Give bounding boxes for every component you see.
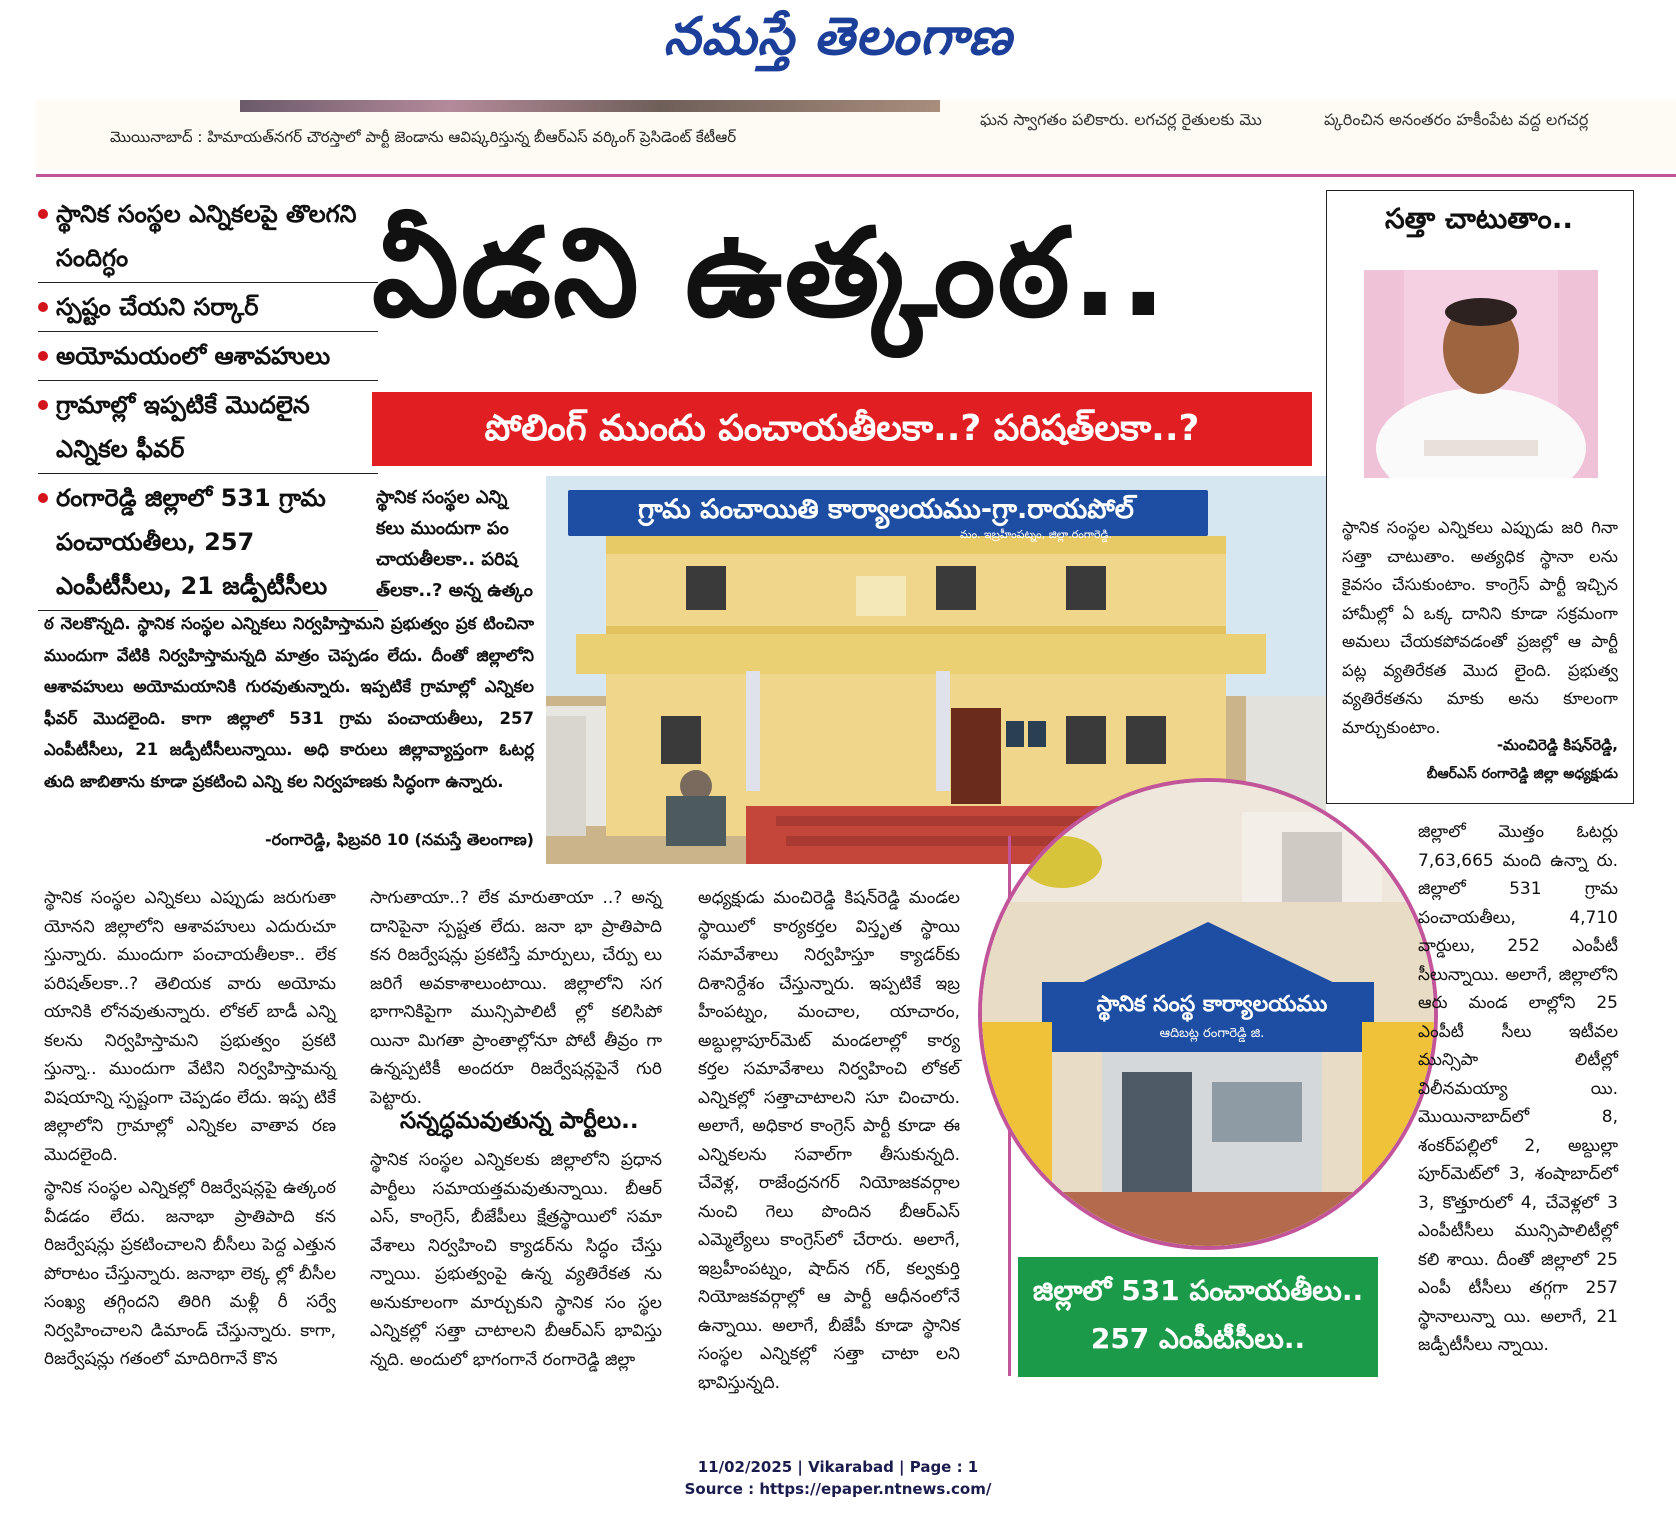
- circle-sign-subtext: ఆదిబట్ల రంగారెడ్డి జి.: [1159, 1026, 1265, 1041]
- bullet-dot-icon: [38, 302, 48, 312]
- top-strip-text-2: ప్కరించిన అనంతరం హకీంపేట వద్ద లగచర్ల: [1324, 110, 1589, 129]
- highlights-list: [38, 192, 378, 613]
- intro-main-text: ఠ నెలకొన్నది. స్థానిక సంస్థల ఎన్నికలు నిర్వహిస్తామని ప్రభుత్వం ప్రక టించినా ముందుగా వేటికి నిర్వహిస్తామన్నది మాత్రం చెప్పడం లేదు. దీంతో జిల్లాలోని ఆశావహులు అయోమయానికి గురవుతున్నారు. ఇప్పటికే గ్రామాల్లో ఎన్నికల ఫీవర్ మొదలైంది. కాగా జిల్లాలో 531 గ్రామ పంచాయతీలు, 257 ఎంపీటీసీలు, 21 జడ్పీటీసీలున్నాయి. అధి కారులు జిల్లావ్యాప్తంగా ఓటర్ల తుది జాబితాను కూడా ప్రకటించి ఎన్ని కల నిర్వహణకు సిద్ధంగా ఉన్నారు.: [44, 614, 534, 791]
- section-divider: [36, 174, 1676, 177]
- office-sign-text: గ్రామ పంచాయితి కార్యాలయము-గ్రా.రాయపోల్: [638, 494, 1134, 525]
- article-column-2-para-2: స్థానిక సంస్థల ఎన్నికలకు జిల్లాలోని ప్రధాన పార్టీలు సమాయత్తమవుతున్నాయి. బీఆర్ ఎస్, కాంగ్రెస్, బీజేపీలు క్షేత్రస్థాయిలో సమా వేశాలు నిర్వహించి క్యాడర్‌ను సిద్ధం చేస్తు న్నాయి. ప్రభుత్వంపై ఉన్న వ్యతిరేకత ను అనుకూలంగా మార్చుకుని స్థానిక సం స్థల ఎన్నికల్లో సత్తా చాటాలని బీఆర్‌ఎస్ భావిస్తు న్నది. అందులో భాగంగానే రంగారెడ్డి జిల్లా: [370, 1150, 662, 1370]
- article-column-2-para-1: సాగుతాయా..? లేక మారుతాయా ..? అన్న దానిపైనా స్పష్టత లేదు. జనా భా ప్రాతిపాది కన రిజర్వేషన్లు ప్రకటిస్తే మార్పులు, చేర్పు లు జరిగే అవకాశాలుంటాయి. జిల్లాలోని సగ భాగానికిపైగా మున్సిపాలిటీ ల్లో కలిసిపో యినా మిగతా ప్రాంతాల్లోనూ పోటీ తీవ్రం గా ఉన్నప్పటికీ అందరూ రిజర్వేషన్లపైనే గురి పెట్టారు.: [370, 888, 662, 1108]
- sidebar-quote-role: బీఆర్‌ఎస్ రంగారెడ్డి జిల్లా అధ్యక్షుడు: [1426, 766, 1618, 782]
- article-column-3: అధ్యక్షుడు మంచిరెడ్డి కిషన్‌రెడ్డి మండల స్థాయిలో కార్యకర్తల విస్తృత స్థాయి సమావేశాలు నిర్వహిస్తూ క్యాడర్‌కు దిశానిర్దేశం చేస్తున్నారు. ఇప్పటికే ఇబ్ర హీంపట్నం, మంచాల, యాచారం, అబ్దుల్లాపూర్‌మెట్ మండలాల్లో కార్య కర్తల సమావేశాలు నిర్వహించి లోకల్ ఎన్నికల్లో సత్తాచాటాలని సూ చించారు. అలాగే, అధికార కాంగ్రెస్ పార్టీ కూడా ఈ ఎన్నికలను సవాల్‌గా తీసుకున్నది. చేవెళ్ల, రాజేంద్రనగర్ నియోజకవర్గాల నుంచి గెలు పొందిన బీఆర్‌ఎస్ ఎమ్మెల్యేలు కాంగ్రెస్‌లో చేరారు. అలాగే, ఇబ్రహీంపట్నం, షాద్‌న గర్, కల్వకుర్తి నియోజకవర్గాల్లో ఆ పార్టీ ఆధీనంలోనే ఉన్నాయి. అలాగే, బీజేపీ కూడా స్థానిక సంస్థల ఎన్నికల్లో సత్తా చాటా లని భావిస్తున్నది.: [698, 888, 960, 1393]
- subheadline-banner: పోలింగ్ ముందు పంచాయతీలకా..? పరిషత్‌లకా..?: [372, 392, 1312, 466]
- headline: వీడని ఉత్కంఠ..: [372, 202, 1169, 344]
- article-column-1-para-1: స్థానిక సంస్థల ఎన్నికలు ఎప్పుడు జరుగుతా యోనని జిల్లాలోని ఆశావహులు ఎదురుచూ స్తున్నారు. ముందుగా పంచాయతీలకా.. లేక పరిషత్‌లకా..? తెలియక వారు అయోమ యానికి లోనవుతున్నారు. లోకల్ బాడీ ఎన్ని కలను నిర్వహిస్తామని ప్రభుత్వం ప్రకటి స్తున్నా.. ముందుగా వేటిని నిర్వహిస్తామన్న విషయాన్ని స్పష్టంగా చెప్పడం లేదు. ఇప్ప టికే జిల్లాలోని గ్రామాల్లో ఎన్నికల వాతావ రణ మొదలైంది.: [44, 888, 336, 1165]
- bullet-dot-icon: [38, 209, 48, 219]
- bullet-dot-icon: [38, 351, 48, 361]
- article-column-4: జిల్లాలో మొత్తం ఓటర్లు 7,63,665 మంది ఉన్నా రు. జిల్లాలో 531 గ్రామ పంచాయతీలు, 4,710 వార్డులు, 252 ఎంపీటీ సీలున్నాయి. అలాగే, జిల్లాలోని ఆరు మండ లాల్లోని 25 ఎంపీటీ సీలు ఇటీవల మున్సిపా లిటీల్లో విలీనమయ్యా యి. మొయినాబాద్‌లో 8, శంకర్‌పల్లిలో 2, అబ్దుల్లా పూర్‌మెట్‌లో 3, శంషాబాద్‌లో 3, కొత్తూరులో 4, చేవెళ్లలో 3 ఎంపీటీసీలు మున్సిపాలిటీల్లో కలి శాయి. దీంతో జిల్లాలో 25 ఎంపీ టీసీలు తగ్గగా 257 స్థానాలున్నా యి. అలాగే, 21 జడ్పీటీసీలు న్నాయి.: [1418, 822, 1618, 1355]
- stats-line-2: 257 ఎంపీటీసీలు..: [1090, 1322, 1306, 1355]
- portrait-illustration: [1364, 270, 1598, 478]
- highlight-item: స్పష్టం చేయని సర్కార్: [38, 285, 378, 329]
- intro-side-text: స్థానిక సంస్థల ఎన్ని కలు ముందుగా పం చాయతీలకా.. పరిష త్‌లకా..? అన్న ఉత్కం: [376, 487, 533, 601]
- bullet-dot-icon: [38, 493, 48, 503]
- divider: [38, 331, 378, 332]
- page-footer: [0, 1456, 1676, 1500]
- stats-line-1: జిల్లాలో 531 పంచాయతీలు..: [1032, 1274, 1364, 1307]
- highlight-item: స్థానిక సంస్థల ఎన్నికలపై తొలగని సందిగ్ధం: [38, 192, 378, 280]
- top-photo-edge: [240, 100, 940, 112]
- sidebar-quote-author: -మంచిరెడ్డి కిషన్‌రెడ్డి,: [1496, 736, 1618, 754]
- office-sign-subtext: మం. ఇబ్రహీంపట్నం, జిల్లా.రంగారెడ్డి.: [959, 528, 1113, 541]
- sidebar-title: సత్తా చాటుతాం..: [1385, 202, 1573, 235]
- leader-portrait: [1364, 270, 1598, 478]
- masthead-logo: నమస్తే తెలంగాణ: [663, 6, 1013, 67]
- top-strip-text-1: ఘన స్వాగతం పలికారు. లగచర్ల రైతులకు మొ: [980, 110, 1262, 129]
- footer-source-link[interactable]: Source : https://epaper.ntnews.com/: [684, 1480, 992, 1498]
- article-subhead: సన్నద్ధమవుతున్న పార్టీలు..: [400, 1108, 639, 1134]
- highlight-item: అయోమయంలో ఆశావహులు: [38, 334, 378, 378]
- article-column-1-para-2: స్థానిక సంస్థల ఎన్నికల్లో రిజర్వేషన్లపై ఉత్కంఠ వీడడం లేదు. జనాభా ప్రాతిపాది కన రిజర్వేషన్లు ప్రకటించాలని బీసీలు పెద్ద ఎత్తున పోరాటం చేస్తున్నారు. జనాభా లెక్క ల్లో బీసీల సంఖ్య తగ్గిందని తిరిగి మళ్లీ రీ సర్వే నిర్వహించాలని డిమాండ్ చేస్తున్నారు. కాగా, రిజర్వేషన్లు గతంలో మాదిరిగానే కొన: [44, 1178, 336, 1369]
- local-body-office-photo: [978, 778, 1438, 1250]
- circle-sign-text: స్థానిక సంస్థ కార్యాలయము: [1096, 992, 1328, 1017]
- highlight-item: గ్రామాల్లో ఇప్పటికే మొదలైన ఎన్నికల ఫీవర్: [38, 383, 378, 471]
- stats-box: [1018, 1257, 1378, 1377]
- divider: [38, 380, 378, 381]
- top-photo-caption: మొయినాబాద్ : హిమాయత్‌నగర్ చౌరస్తాలో పార్టీ జెండాను ఆవిష్కరిస్తున్న బీఆర్‌ఎస్ వర్కింగ్ ప్రెసిడెంట్ కేటీఆర్: [110, 128, 737, 146]
- highlight-item: రంగారెడ్డి జిల్లాలో 531 గ్రామ పంచాయతీలు, 257 ఎంపీటీసీలు, 21 జడ్పీటీసీలు: [38, 476, 378, 608]
- intro-byline: -రంగారెడ్డి, ఫిబ్రవరి 10 (నమస్తే తెలంగాణ): [264, 830, 534, 849]
- sidebar-quote: స్థానిక సంస్థల ఎన్నికలు ఎప్పుడు జరి గినా సత్తా చాటుతాం. అత్యధిక స్థానా లను కైవసం చేసుకుంటాం. కాంగ్రెస్ పార్టీ ఇచ్చిన హామీల్లో ఏ ఒక్క దానిని కూడా సక్రమంగా అమలు చేయకపోవడంతో ప్రజల్లో ఆ పార్టీ పట్ల వ్యతిరేకత మొద లైంది. ప్రభుత్వ వ్యతిరేకతను మాకు అను కూలంగా మార్చుకుంటాం.: [1342, 518, 1618, 737]
- footer-date-line: 11/02/2025 | Vikarabad | Page : 1: [697, 1458, 979, 1476]
- divider: [38, 282, 378, 283]
- bullet-dot-icon: [38, 400, 48, 410]
- divider: [38, 473, 378, 474]
